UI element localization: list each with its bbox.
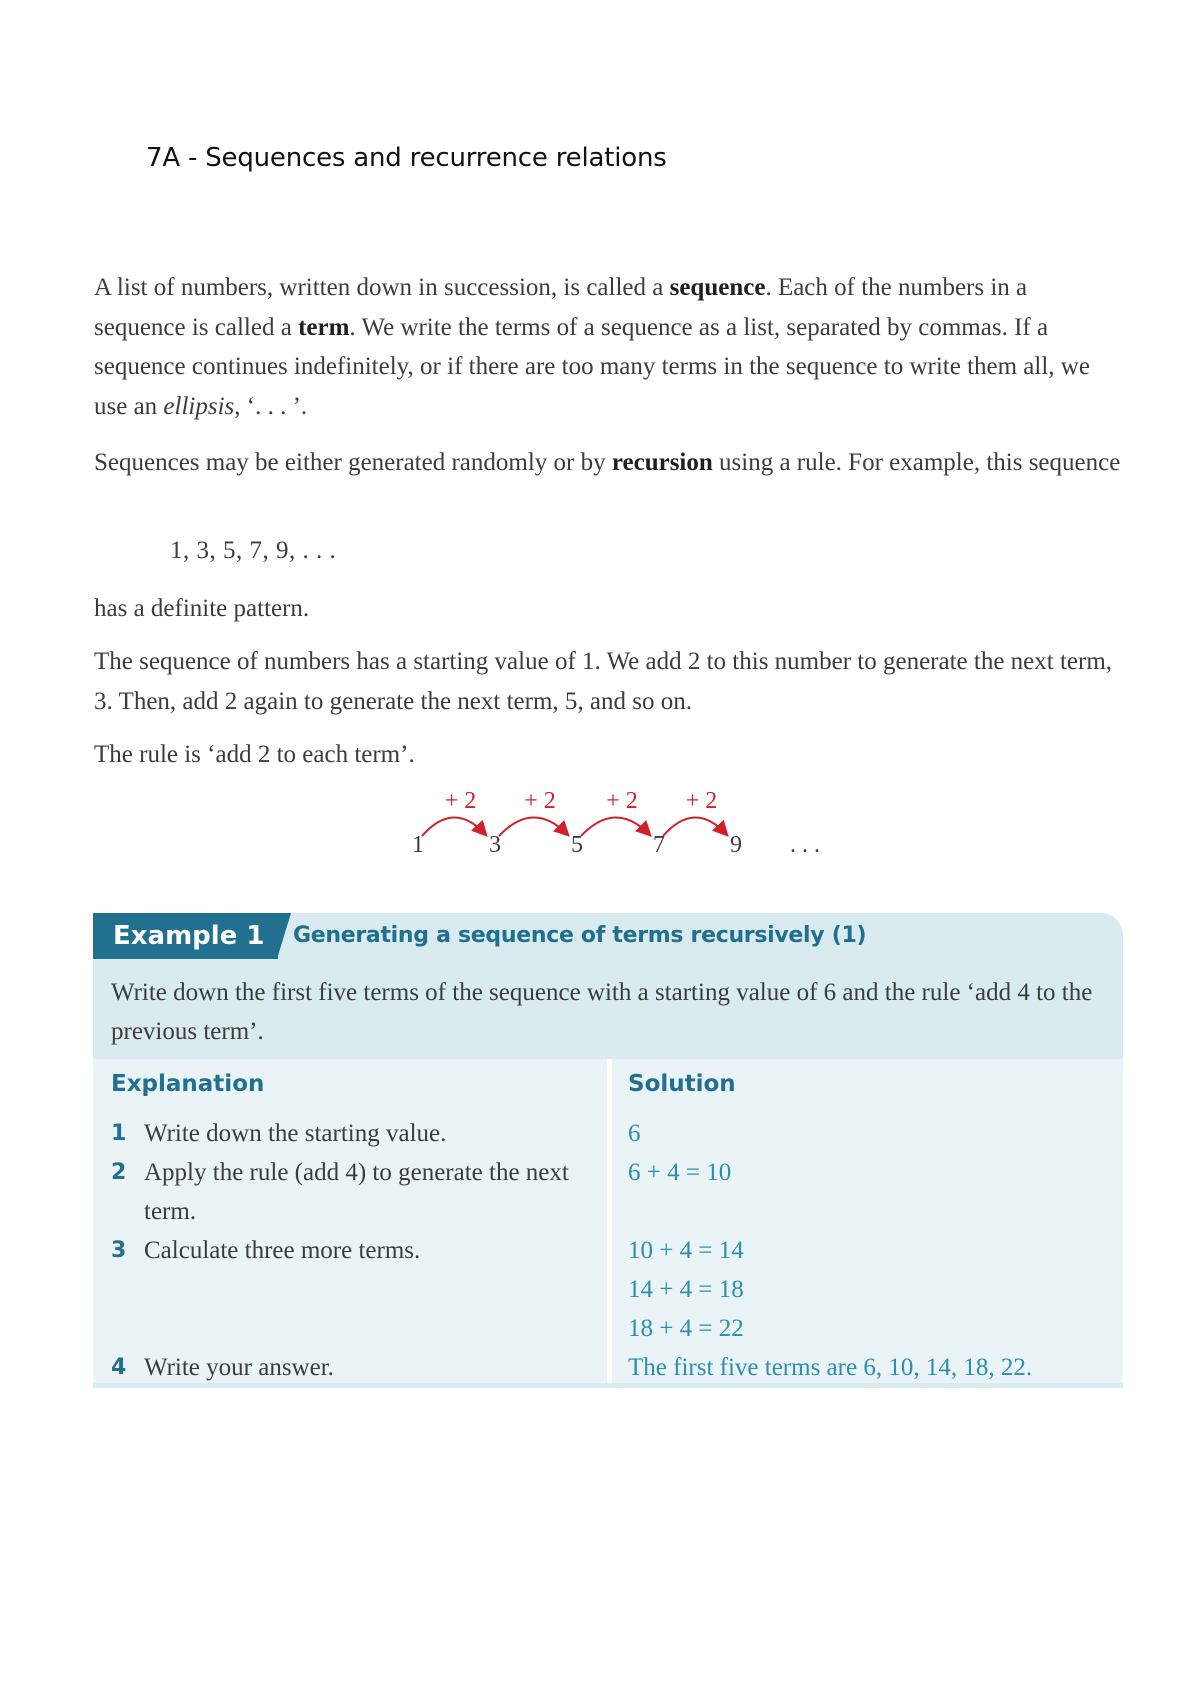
intro-paragraph-3: has a definite pattern. xyxy=(94,595,310,622)
example-body xyxy=(93,1059,1123,1388)
term-recursion: recursion xyxy=(611,449,713,476)
step-number: 3 xyxy=(111,1238,127,1263)
step-text: Calculate three more terms. xyxy=(144,1237,421,1264)
sequence-term: 9 xyxy=(730,832,742,858)
example-badge: Example 1 xyxy=(93,913,278,959)
intro-paragraph-2: Sequences may be either generated randomly or by recursion using a rule. For example, this sequence xyxy=(94,449,1121,476)
term-sequence: sequence xyxy=(669,274,766,301)
example-question: Write down the first five terms of the sequence with a starting value of 6 and the rule ‘add 4 to the previous term’. xyxy=(93,973,1123,1072)
step-number: 1 xyxy=(111,1121,127,1146)
term-ellipsis: ellipsis xyxy=(163,392,235,420)
solution-line: 14 + 4 = 18 xyxy=(628,1276,744,1303)
solution-answer: The first five terms are 6, 10, 14, 18, 22. xyxy=(628,1354,1033,1381)
sequence-term: 7 xyxy=(653,832,665,858)
sequence-example: 1, 3, 5, 7, 9, . . . xyxy=(170,537,337,564)
intro-paragraph-1: A list of numbers, written down in succession, is called a sequence. Each of the numbers in a sequence is called a term. We write the terms of a sequence as a list, separated by commas. If a sequence continues indefinitely, or if there are too many terms in the sequence to write them all, we use an ellipsis, ‘. . . ’. xyxy=(94,274,1090,420)
term-term: term xyxy=(298,313,350,341)
step-text: Apply the rule (add 4) to generate the next term. xyxy=(144,1159,569,1225)
solution-line: 6 xyxy=(628,1120,641,1147)
intro-paragraph-5: The rule is ‘add 2 to each term’. xyxy=(94,741,415,768)
step-arrow xyxy=(663,817,726,836)
page-title: 7A - Sequences and recurrence relations xyxy=(146,143,667,173)
example-question-gap xyxy=(93,959,1123,973)
sequence-term: 1 xyxy=(412,832,424,858)
step-arrow xyxy=(422,817,485,836)
solution-line: 6 + 4 = 10 xyxy=(628,1159,732,1186)
explanation-header: Explanation xyxy=(111,1071,265,1097)
sequence-term: 3 xyxy=(489,832,501,858)
column-divider xyxy=(607,1059,612,1383)
example-title: Generating a sequence of terms recursively (1) xyxy=(293,923,867,948)
step-number: 4 xyxy=(111,1355,127,1380)
solution-line: 10 + 4 = 14 xyxy=(628,1237,744,1264)
example-badge-tail xyxy=(277,913,291,959)
sequence-term: 5 xyxy=(571,832,583,858)
sequence-arrow-diagram xyxy=(400,790,820,870)
step-number: 2 xyxy=(111,1160,127,1185)
step-arrow xyxy=(581,817,649,836)
sequence-ellipsis: . . . xyxy=(790,832,820,858)
step-label: + 2 xyxy=(685,790,718,814)
step-arrow xyxy=(499,817,567,836)
step-label: + 2 xyxy=(606,790,638,814)
step-text: Write your answer. xyxy=(144,1354,334,1381)
step-text: Write down the starting value. xyxy=(144,1120,447,1147)
step-label: + 2 xyxy=(524,790,556,814)
solution-line: 18 + 4 = 22 xyxy=(628,1315,744,1342)
example-box xyxy=(93,913,1123,1388)
solution-header: Solution xyxy=(628,1071,736,1097)
intro-paragraph-4: The sequence of numbers has a starting value of 1. We add 2 to this number to generate the next term, 3. Then, add 2 again to generate the next term, 5, and so on. xyxy=(94,648,1113,715)
step-label: + 2 xyxy=(444,790,477,814)
